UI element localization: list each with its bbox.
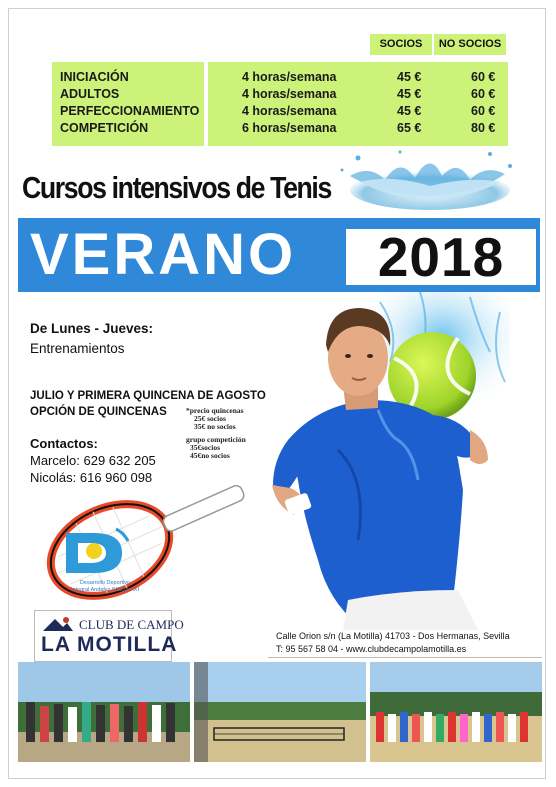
sponsor-logo-icon	[60, 527, 132, 579]
year-title: 2018	[346, 229, 536, 285]
sponsor-line-2: Integral Andaluz SIGLO XXI	[70, 587, 140, 593]
header-socios: SOCIOS	[370, 34, 432, 55]
contact-row: Nicolás: 616 960 098	[30, 470, 153, 485]
contact-phone[interactable]: 616 960 098	[79, 470, 153, 485]
period-line-1: JULIO Y PRIMERA QUINCENA DE AGOSTO	[30, 390, 266, 402]
sponsor-text	[64, 580, 146, 594]
quincena-prices	[186, 407, 246, 460]
price-no-socios: 60 €	[471, 70, 496, 84]
contact-name: Marcelo	[30, 453, 77, 468]
contact-row: Marcelo: 629 632 205	[30, 453, 156, 468]
price-no-socios: 60 €	[471, 104, 496, 118]
course-name: INICIACIÓN	[60, 70, 129, 84]
contact-phone[interactable]: 629 632 205	[83, 453, 156, 468]
quincena-no-socios: 35€ no socios	[194, 422, 236, 431]
address-divider	[268, 657, 542, 658]
course-name: PERFECCIONAMIENTO	[60, 104, 200, 118]
period-line-2: OPCIÓN DE QUINCENAS	[30, 406, 167, 418]
course-hours: 4 horas/semana	[242, 70, 337, 84]
price-socios: 45 €	[397, 87, 422, 101]
contacts-heading: Contactos:	[30, 436, 98, 451]
price-socios: 45 €	[397, 70, 422, 84]
address-line-2[interactable]: T: 95 567 58 04 - www.clubdecampolamotilla.es	[276, 644, 467, 654]
sponsor-line-1: Desarrollo Deportivo	[79, 580, 131, 586]
competicion-no-socios: 45€no socios	[190, 451, 230, 460]
course-hours: 4 horas/semana	[242, 104, 337, 118]
group-photo-adults-image	[18, 662, 190, 762]
contact-name: Nicolás	[30, 470, 73, 485]
subtitle: Cursos intensivos de Tenis	[22, 170, 331, 205]
club-name: LA MOTILLA	[41, 633, 178, 656]
main-title: VERANO	[30, 222, 297, 287]
quincena-socios: 25€ socios	[194, 414, 226, 423]
address-line-1: Calle Orion s/n (La Motilla) 41703 - Dos Hermanas, Sevilla	[276, 631, 510, 641]
tennis-player-image	[248, 300, 498, 630]
water-splash-image	[330, 146, 520, 218]
club-logo	[34, 610, 184, 662]
price-socios: 65 €	[397, 121, 422, 135]
club-emblem-icon	[41, 615, 75, 635]
course-name: COMPETICIÓN	[60, 121, 149, 135]
schedule-type: Entrenamientos	[30, 341, 125, 356]
schedule-days: De Lunes - Jueves:	[30, 321, 154, 336]
quincena-title: *precio quincenas	[186, 406, 244, 415]
club-top-text: CLUB DE CAMPO	[79, 617, 184, 632]
course-hours: 6 horas/semana	[242, 121, 337, 135]
price-no-socios: 60 €	[471, 87, 496, 101]
course-name: ADULTOS	[60, 87, 120, 101]
competicion-title: grupo competición	[186, 435, 246, 444]
price-no-socios: 80 €	[471, 121, 496, 135]
course-hours: 4 horas/semana	[242, 87, 337, 101]
competicion-socios: 35€socios	[190, 443, 220, 452]
price-socios: 45 €	[397, 104, 422, 118]
group-photo-kids-image	[370, 662, 542, 762]
photo-strip	[18, 662, 542, 762]
price-table	[60, 69, 500, 139]
tennis-court-photo-image	[194, 662, 366, 762]
header-no-socios: NO SOCIOS	[434, 34, 506, 55]
